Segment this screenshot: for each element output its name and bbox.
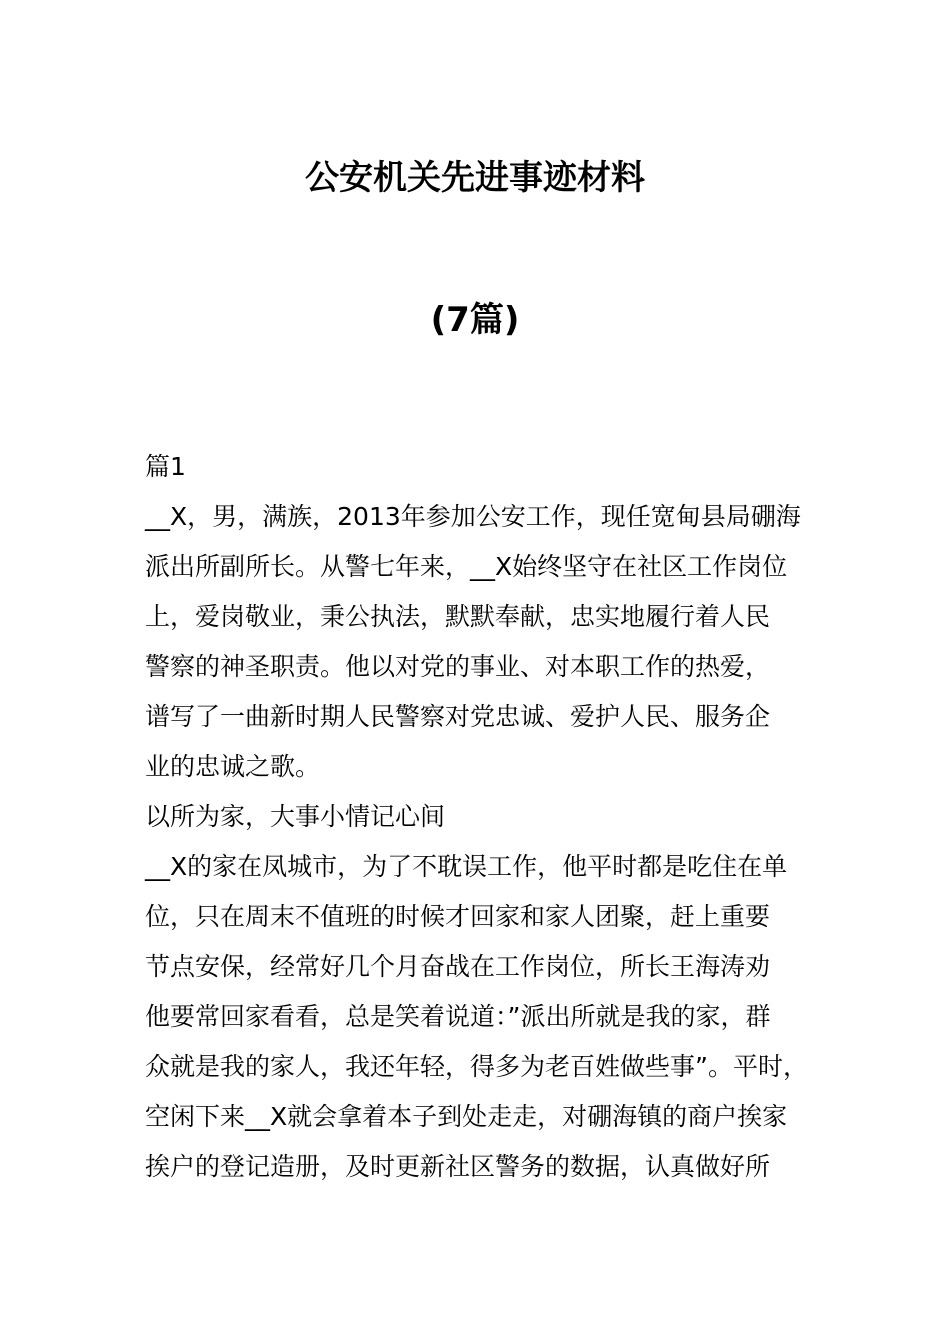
document-title: 公安机关先进事迹材料 <box>305 158 645 198</box>
body-line: 众就是我的家人，我还年轻，得多为老百姓做些事”。平时， <box>145 1052 808 1081</box>
body-line: __X的家在凤城市，为了不耽误工作，他平时都是吃住在单 <box>145 852 788 881</box>
body-line: 他要常回家看看，总是笑着说道：”派出所就是我的家，群 <box>145 1002 771 1031</box>
section-heading: 篇1 <box>145 452 186 481</box>
body-line: 谱写了一曲新时期人民警察对党忠诚、爱护人民、服务企 <box>145 702 771 731</box>
body-line: 派出所副所长。从警七年来，__X始终坚守在社区工作岗位 <box>145 552 788 581</box>
body-line: 上，爱岗敬业，秉公执法，默默奉献，忠实地履行着人民 <box>145 602 771 631</box>
body-line: 挨户的登记造册，及时更新社区警务的数据，认真做好所 <box>145 1152 771 1181</box>
document-subtitle: (7篇) <box>430 300 520 340</box>
subheading: 以所为家，大事小情记心间 <box>145 802 446 831</box>
body-line: 位，只在周末不值班的时候才回家和家人团聚，赶上重要 <box>145 902 771 931</box>
body-line: 节点安保，经常好几个月奋战在工作岗位，所长王海涛劝 <box>145 952 771 981</box>
body-line: __X，男，满族，2013年参加公安工作，现任宽甸县局硼海 <box>145 502 801 531</box>
body-line: 业的忠诚之歌。 <box>145 752 321 781</box>
body-line: 空闲下来__X就会拿着本子到处走走，对硼海镇的商户挨家 <box>145 1102 788 1131</box>
body-line: 警察的神圣职责。他以对党的事业、对本职工作的热爱， <box>145 652 771 681</box>
document-body <box>145 442 835 1192</box>
